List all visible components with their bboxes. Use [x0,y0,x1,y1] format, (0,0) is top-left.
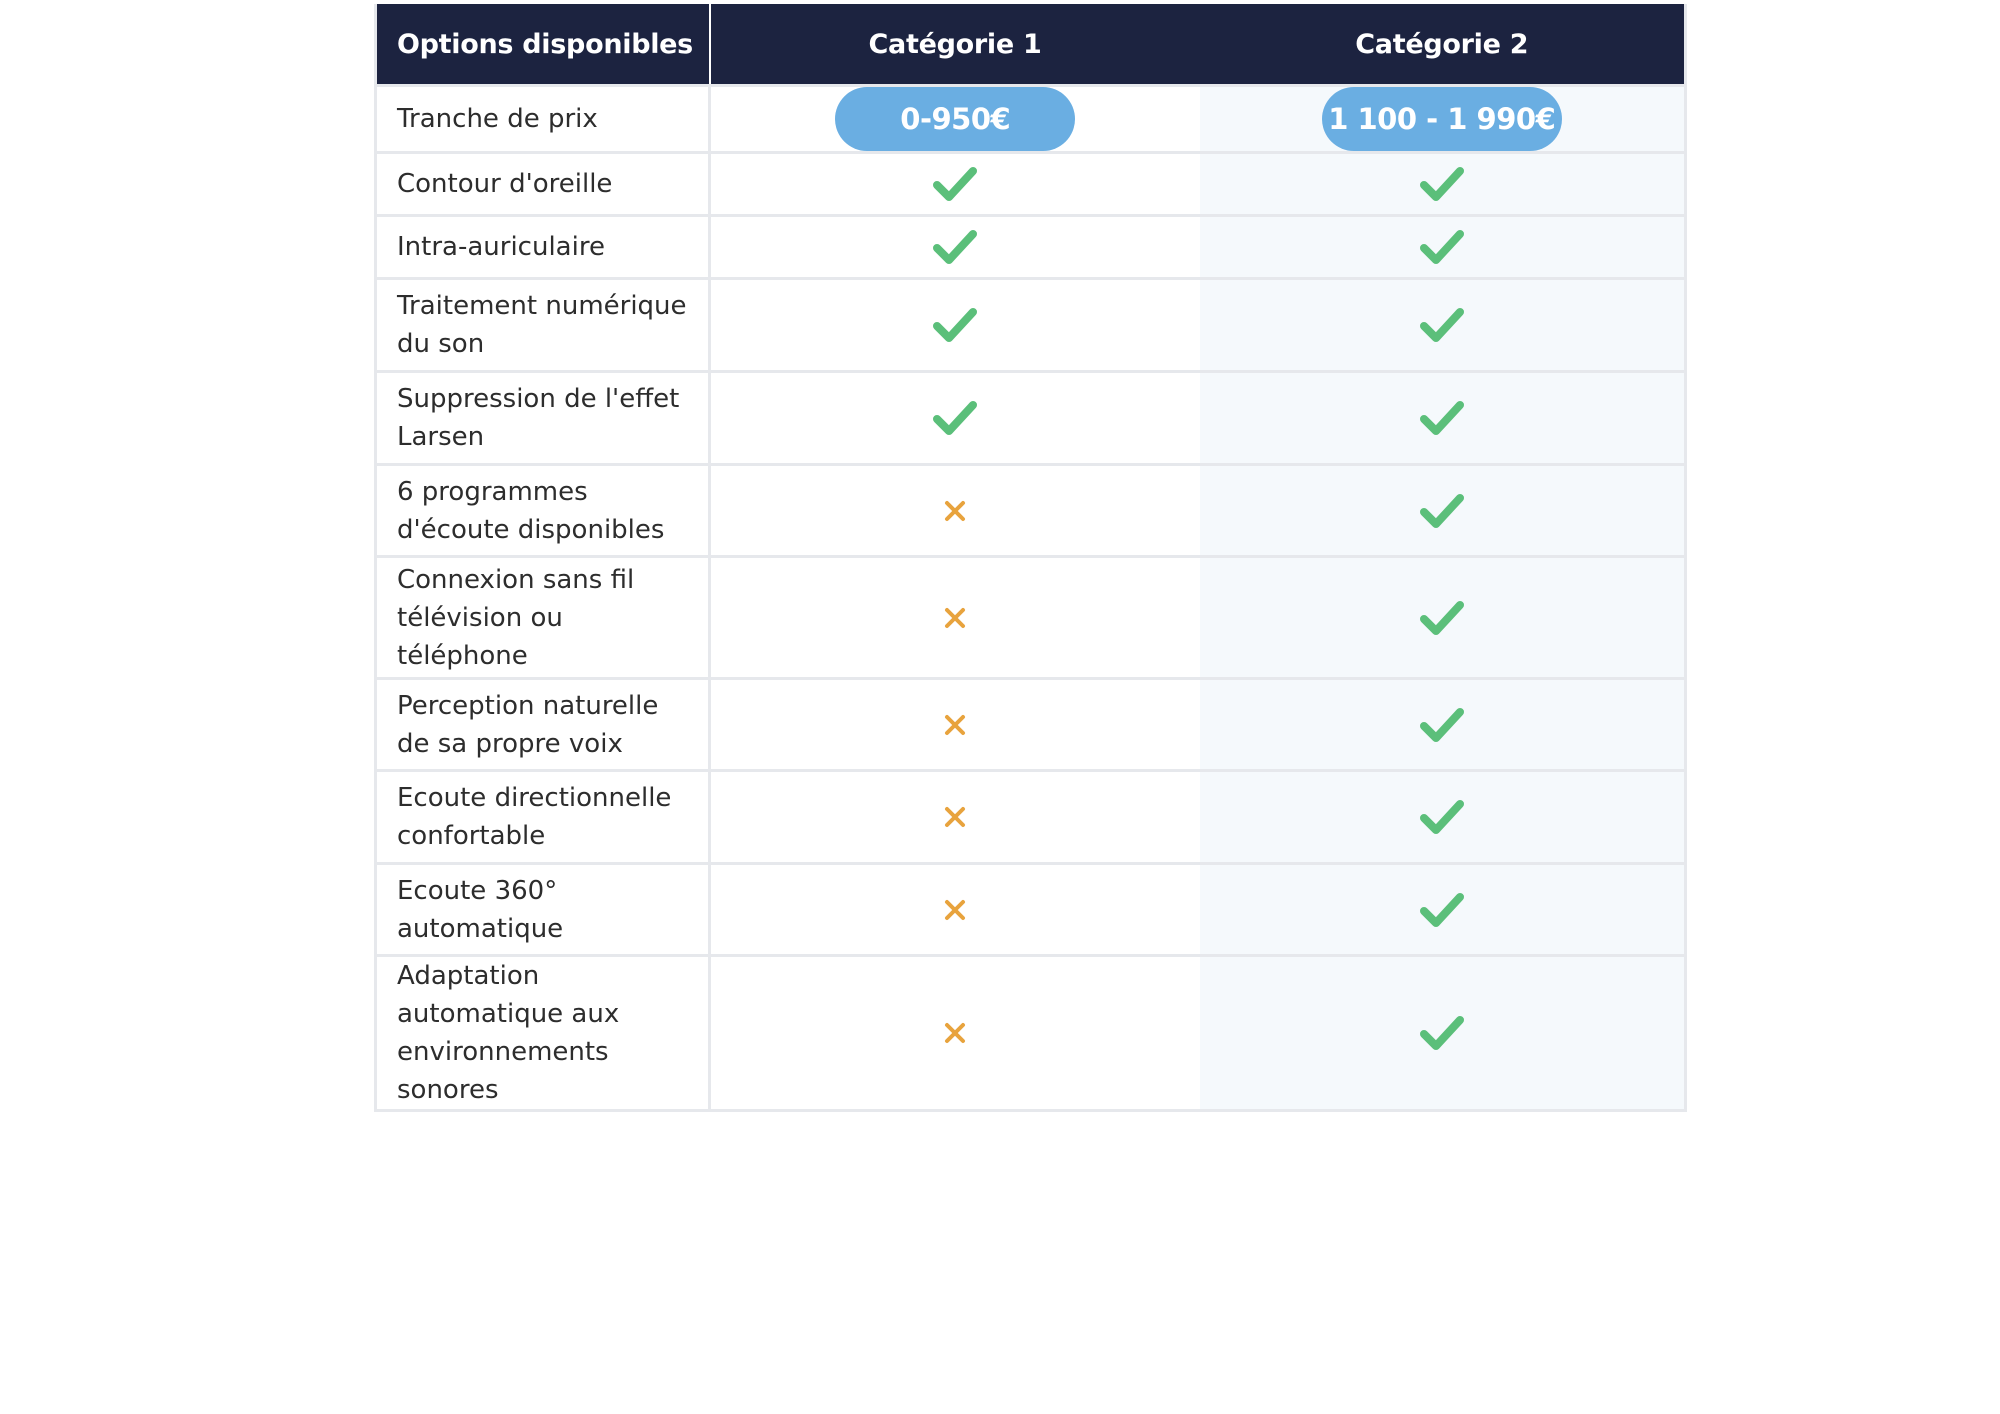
check-icon [1419,706,1465,744]
table-row [376,771,1686,864]
feature-label: Suppression de l'effet Larsen [376,372,710,465]
table-row [376,864,1686,956]
feature-label: Ecoute directionnelle confortable [376,771,710,864]
feature-label: 6 programmes d'écoute disponibles [376,465,710,557]
check-icon [1419,399,1465,437]
table-row [376,956,1686,1111]
cross-icon [943,805,967,829]
price-badge-category-2: 1 100 - 1 990€ [1322,87,1562,151]
feature-value-category-1 [710,279,1200,372]
feature-value-category-1 [710,372,1200,465]
check-icon [932,306,978,344]
feature-value-category-1 [710,216,1200,279]
feature-value-category-2 [1200,771,1686,864]
table-row [376,372,1686,465]
feature-value-category-2 [1200,557,1686,679]
feature-value-category-1 [710,679,1200,771]
feature-value-category-1 [710,557,1200,679]
price-cell-category-1 [710,86,1200,153]
check-icon [1419,599,1465,637]
check-icon [1419,1014,1465,1052]
feature-value-category-2 [1200,956,1686,1111]
table-header [376,4,1686,86]
check-icon [932,165,978,203]
header-category-2: Catégorie 2 [1200,4,1686,86]
check-icon [1419,306,1465,344]
table-row [376,557,1686,679]
header-category-1: Catégorie 1 [710,4,1200,86]
feature-label: Traitement numérique du son [376,279,710,372]
cross-icon [943,1021,967,1045]
check-icon [1419,228,1465,266]
check-icon [932,228,978,266]
feature-label: Intra-auriculaire [376,216,710,279]
price-cell-category-2 [1200,86,1686,153]
check-icon [1419,165,1465,203]
cross-icon [943,713,967,737]
feature-label: Contour d'oreille [376,153,710,216]
comparison-table [374,4,1687,1112]
feature-label: Ecoute 360° automatique [376,864,710,956]
check-icon [1419,492,1465,530]
table-row [376,216,1686,279]
feature-value-category-2 [1200,864,1686,956]
feature-value-category-1 [710,465,1200,557]
price-badge-category-1: 0-950€ [835,87,1075,151]
price-row-label: Tranche de prix [376,86,710,153]
cross-icon [943,898,967,922]
table-body [376,86,1686,1111]
feature-value-category-2 [1200,153,1686,216]
check-icon [1419,798,1465,836]
header-options: Options disponibles [376,4,710,86]
check-icon [932,399,978,437]
table-row [376,279,1686,372]
feature-value-category-2 [1200,679,1686,771]
feature-value-category-1 [710,956,1200,1111]
cross-icon [943,606,967,630]
cross-icon [943,499,967,523]
feature-value-category-2 [1200,465,1686,557]
table-row [376,679,1686,771]
table-row [376,153,1686,216]
price-row [376,86,1686,153]
feature-value-category-2 [1200,372,1686,465]
feature-value-category-2 [1200,216,1686,279]
table-row [376,465,1686,557]
feature-label: Adaptation automatique aux environnements sonores [376,956,710,1111]
feature-label: Connexion sans fil télévision ou téléphone [376,557,710,679]
check-icon [1419,891,1465,929]
feature-value-category-1 [710,864,1200,956]
feature-value-category-1 [710,771,1200,864]
feature-value-category-2 [1200,279,1686,372]
feature-label: Perception naturelle de sa propre voix [376,679,710,771]
feature-value-category-1 [710,153,1200,216]
